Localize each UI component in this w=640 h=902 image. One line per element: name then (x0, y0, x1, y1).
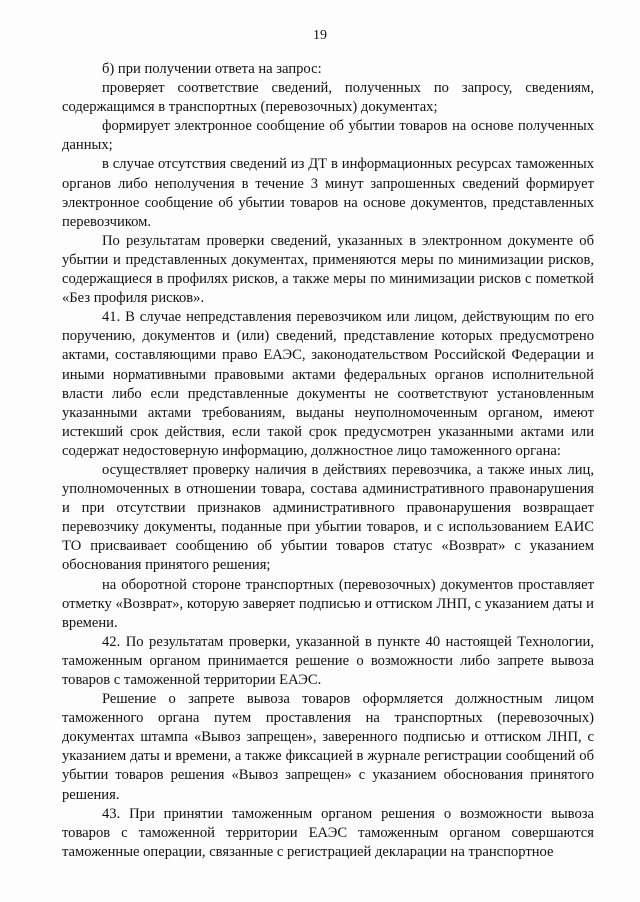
paragraph-absence-of-info: в случае отсутствия сведений из ДТ в информационных ресурсах таможенных органов либо неполучения в течение 3 минут запрошенных сведений формирует электронное сообщение об убытии товаров на основе документов, представленных перевозчиком. (62, 156, 594, 230)
paragraph-risk-measures: По результатам проверки сведений, указанных в электронном документе об убытии и представленных документах, применяются меры по минимизации рисков, содержащиеся в профилях рисков, а также меры по минимизации рисков с пометкой «Без профиля рисков». (62, 232, 594, 307)
paragraph-clause-42: 42. По результатам проверки, указанной в пункте 40 настоящей Технологии, таможенным органом принимается решение о возможности либо запрете вывоза товаров с таможенной территории ЕАЭС. (62, 633, 594, 688)
paragraph-check-correspondence: проверяет соответствие сведений, полученных по запросу, сведениям, содержащимся в транспортных (перевозочных) документах; (62, 80, 594, 116)
paragraph-clause-41: 41. В случае непредставления перевозчиком или лицом, действующим по его поручению, документов и (или) сведений, представление которых предусмотрено актами, составляющими право ЕАЭС, законодательством Российской Федерации и иными нормативными правовыми актами федеральных органов исполнительной власти либо если представленные документы не соответствуют установленным указанными актами требованиям, выданы неуполномоченным органом, имеют истекший срок действия, если такой срок предусмотрен указанными актами или содержат недостоверную информацию, должностное лицо таможенного органа: (62, 309, 594, 459)
paragraph-response-heading: б) при получении ответа на запрос: (102, 61, 322, 77)
page-number: 19 (313, 28, 327, 43)
paragraph-clause-43: 43. При принятии таможенным органом решения о возможности вывоза товаров с таможенной территории ЕАЭС таможенным органом совершаются таможенные операции, связанные с регистрацией декларации на транспортное (62, 805, 594, 860)
document-body (62, 60, 594, 862)
paragraph-form-message: формирует электронное сообщение об убытии товаров на основе полученных данных; (62, 118, 594, 154)
paragraph-export-ban: Решение о запрете вывоза товаров оформляется должностным лицом таможенного органа путем проставления на транспортных (перевозочных) документах штампа «Вывоз запрещен», заверенного подписью и оттиском ЛНП, с указанием даты и времени, а также фиксацией в журнале регистрации сообщений об убытии товаров решения «Вывоз запрещен» с указанием обоснования принятого решения. (62, 691, 594, 803)
paragraph-check-offense: осуществляет проверку наличия в действиях перевозчика, а также иных лиц, уполномоченных в отношении товара, состава административного правонарушения и при отсутствии признаков административного правонарушения возвращает перевозчику документы, поданные при убытии товаров, и с использованием ЕАИС ТО присваивает сообщению об убытии товаров статус «Возврат» с указанием обоснования принятого решения; (62, 461, 594, 574)
paragraph-return-mark: на оборотной стороне транспортных (перевозочных) документов проставляет отметку «Возврат», которую заверяет подписью и оттиском ЛНП, с указанием даты и времени. (62, 576, 594, 631)
